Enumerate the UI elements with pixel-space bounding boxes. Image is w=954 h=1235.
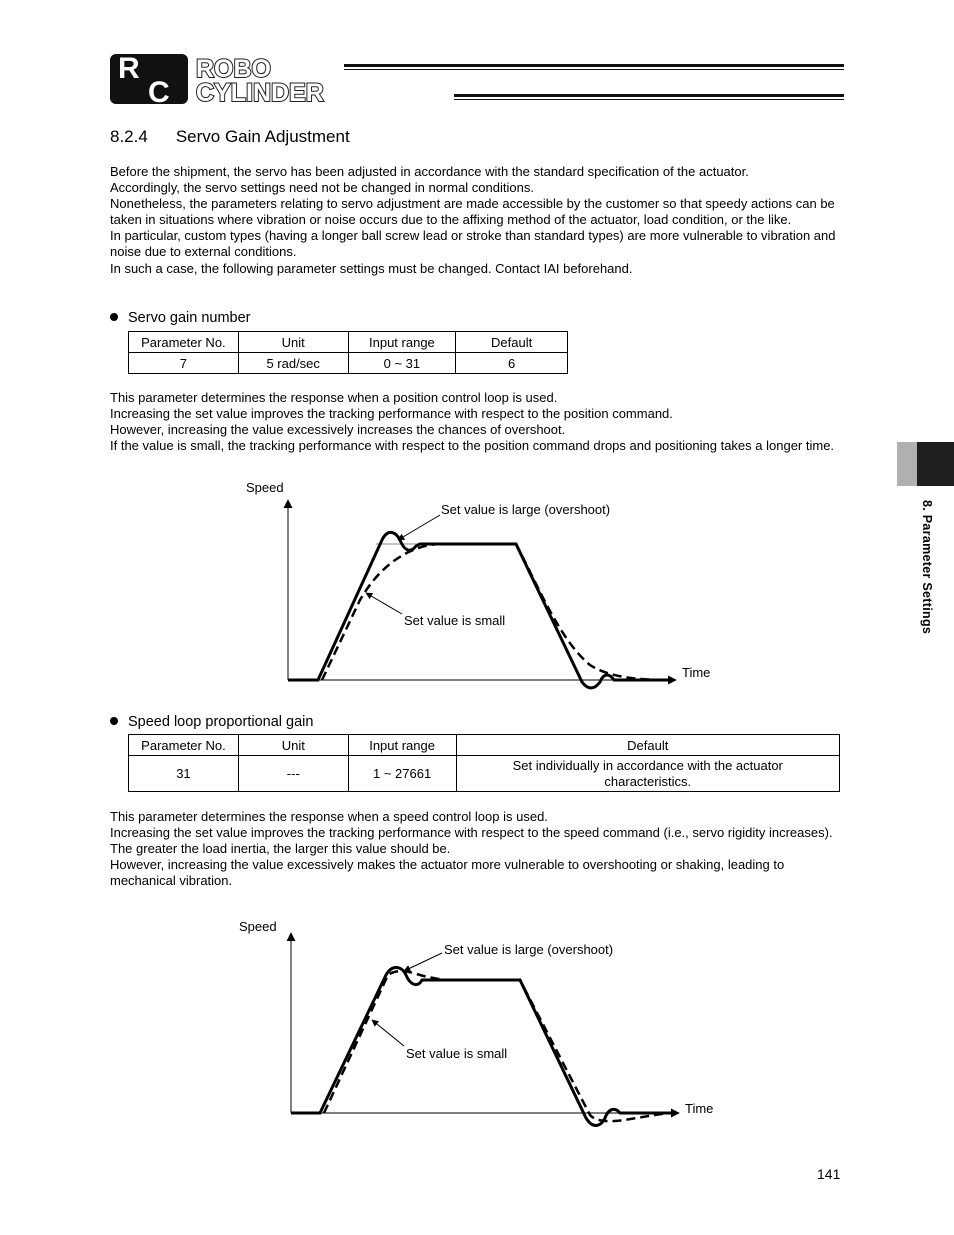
servo-gain-heading: [110, 310, 251, 326]
page-number: 141: [817, 1166, 841, 1182]
graph2-small-label-arrow: [372, 1020, 404, 1046]
table-cell: 0 ~ 31: [348, 353, 456, 374]
description-paragraph: This parameter determines the response when a speed control loop is used.: [110, 809, 548, 824]
logo-word-robo: ROBO: [196, 55, 271, 83]
servo-gain-table: [128, 331, 568, 374]
description-paragraph: The greater the load inertia, the larger this value should be.: [110, 841, 451, 857]
graph1-small-label-arrow: [366, 593, 402, 614]
graph1-large-label-arrow: [398, 515, 440, 540]
section-title-text: Servo Gain Adjustment: [175, 127, 350, 146]
chapter-side-label: 8. Parameter Settings: [920, 500, 934, 635]
table-header-cell: Unit: [238, 332, 348, 353]
logo-letter-r: R: [118, 52, 140, 85]
table-cell: 6: [456, 353, 568, 374]
intro-paragraph: In such a case, the following parameter settings must be changed. Contact IAI beforehand.: [110, 260, 633, 276]
description-paragraph: Increasing the set value improves the tracking performance with respect to the speed command (i.e., servo rigidity increases).: [110, 825, 833, 841]
chapter-tab-light: [897, 442, 917, 486]
description-paragraph: Increasing the set value improves the tracking performance with respect to the position command.: [110, 406, 673, 422]
graph1-large-gain-curve: [288, 532, 674, 688]
section-title: [110, 127, 350, 147]
intro-paragraph: Before the shipment, the servo has been adjusted in accordance with the standard specification of the actuator.: [110, 164, 749, 179]
graph2-large-label-arrow: [404, 953, 442, 971]
table-header-cell: Input range: [348, 332, 456, 353]
intro-paragraph: In particular, custom types (having a longer ball screw lead or stroke than standard types) are more vulnerable to vibration and noise due to external conditions.: [110, 228, 836, 260]
graph2-axes: [291, 933, 679, 1113]
table-header-cell: Parameter No.: [129, 735, 239, 756]
graph1-small-gain-curve: [322, 544, 674, 680]
servo-gain-description: [110, 390, 845, 454]
intro-paragraph: Accordingly, the servo settings need not be changed in normal conditions.: [110, 180, 534, 196]
table-cell: 5 rad/sec: [238, 353, 348, 374]
chapter-tab-dark: [917, 442, 954, 486]
section-number: 8.2.4: [110, 127, 148, 146]
graph1-axes: [288, 500, 676, 680]
description-paragraph: If the value is small, the tracking performance with respect to the position command drops and positioning takes a longer time.: [110, 438, 835, 454]
graph1-y-label: Speed: [246, 480, 284, 495]
logo-letter-c: C: [148, 76, 170, 108]
bullet-icon: [110, 313, 118, 321]
speed-loop-description: [110, 809, 845, 889]
graph2-y-label: Speed: [239, 919, 277, 934]
table-cell: 1 ~ 27661: [348, 756, 456, 792]
speed-loop-table: [128, 734, 840, 792]
graph1-x-label: Time: [682, 665, 711, 680]
header-rule-bottom-thin: [454, 99, 844, 100]
table-header-cell: Unit: [238, 735, 348, 756]
graph2-small-label: Set value is small: [406, 1046, 508, 1061]
table-header-cell: Input range: [348, 735, 456, 756]
table-header-cell: Parameter No.: [129, 332, 239, 353]
table-cell: 31: [129, 756, 239, 792]
header-rule-bottom: [454, 94, 844, 97]
description-paragraph: This parameter determines the response when a position control loop is used.: [110, 390, 558, 405]
table-cell: ---: [238, 756, 348, 792]
description-paragraph: However, increasing the value excessively makes the actuator more vulnerable to overshooting or shaking, leading to mechanical vibration.: [110, 857, 785, 889]
graph2-x-label: Time: [685, 1101, 714, 1116]
header-rule-top-thin: [344, 69, 844, 70]
servo-gain-heading-text: Servo gain number: [128, 310, 251, 326]
header-rule-top: [344, 64, 844, 67]
intro-paragraph: Nonetheless, the parameters relating to servo adjustment are made accessible by the customer so that speedy actions can be taken in situations where vibration or noise occurs due to the affixing method of the actuator, load condition, or the like.: [110, 196, 835, 228]
graph1-large-label: Set value is large (overshoot): [441, 502, 611, 517]
graph2-large-label: Set value is large (overshoot): [444, 942, 614, 957]
table-header-cell: Default: [456, 735, 839, 756]
bullet-icon: [110, 717, 118, 725]
table-header-cell: Default: [456, 332, 568, 353]
speed-loop-heading: [110, 714, 313, 730]
table-cell: Set individually in accordance with the actuator characteristics.: [456, 756, 839, 792]
logo-word-cylinder: CYLINDER: [196, 79, 324, 107]
description-paragraph: However, increasing the value excessively increases the chances of overshoot.: [110, 422, 566, 438]
speed-loop-heading-text: Speed loop proportional gain: [128, 714, 314, 730]
table-cell: 7: [129, 353, 239, 374]
graph1-small-label: Set value is small: [404, 613, 506, 628]
intro-text: [110, 164, 845, 277]
robo-cylinder-logo: [108, 52, 848, 108]
